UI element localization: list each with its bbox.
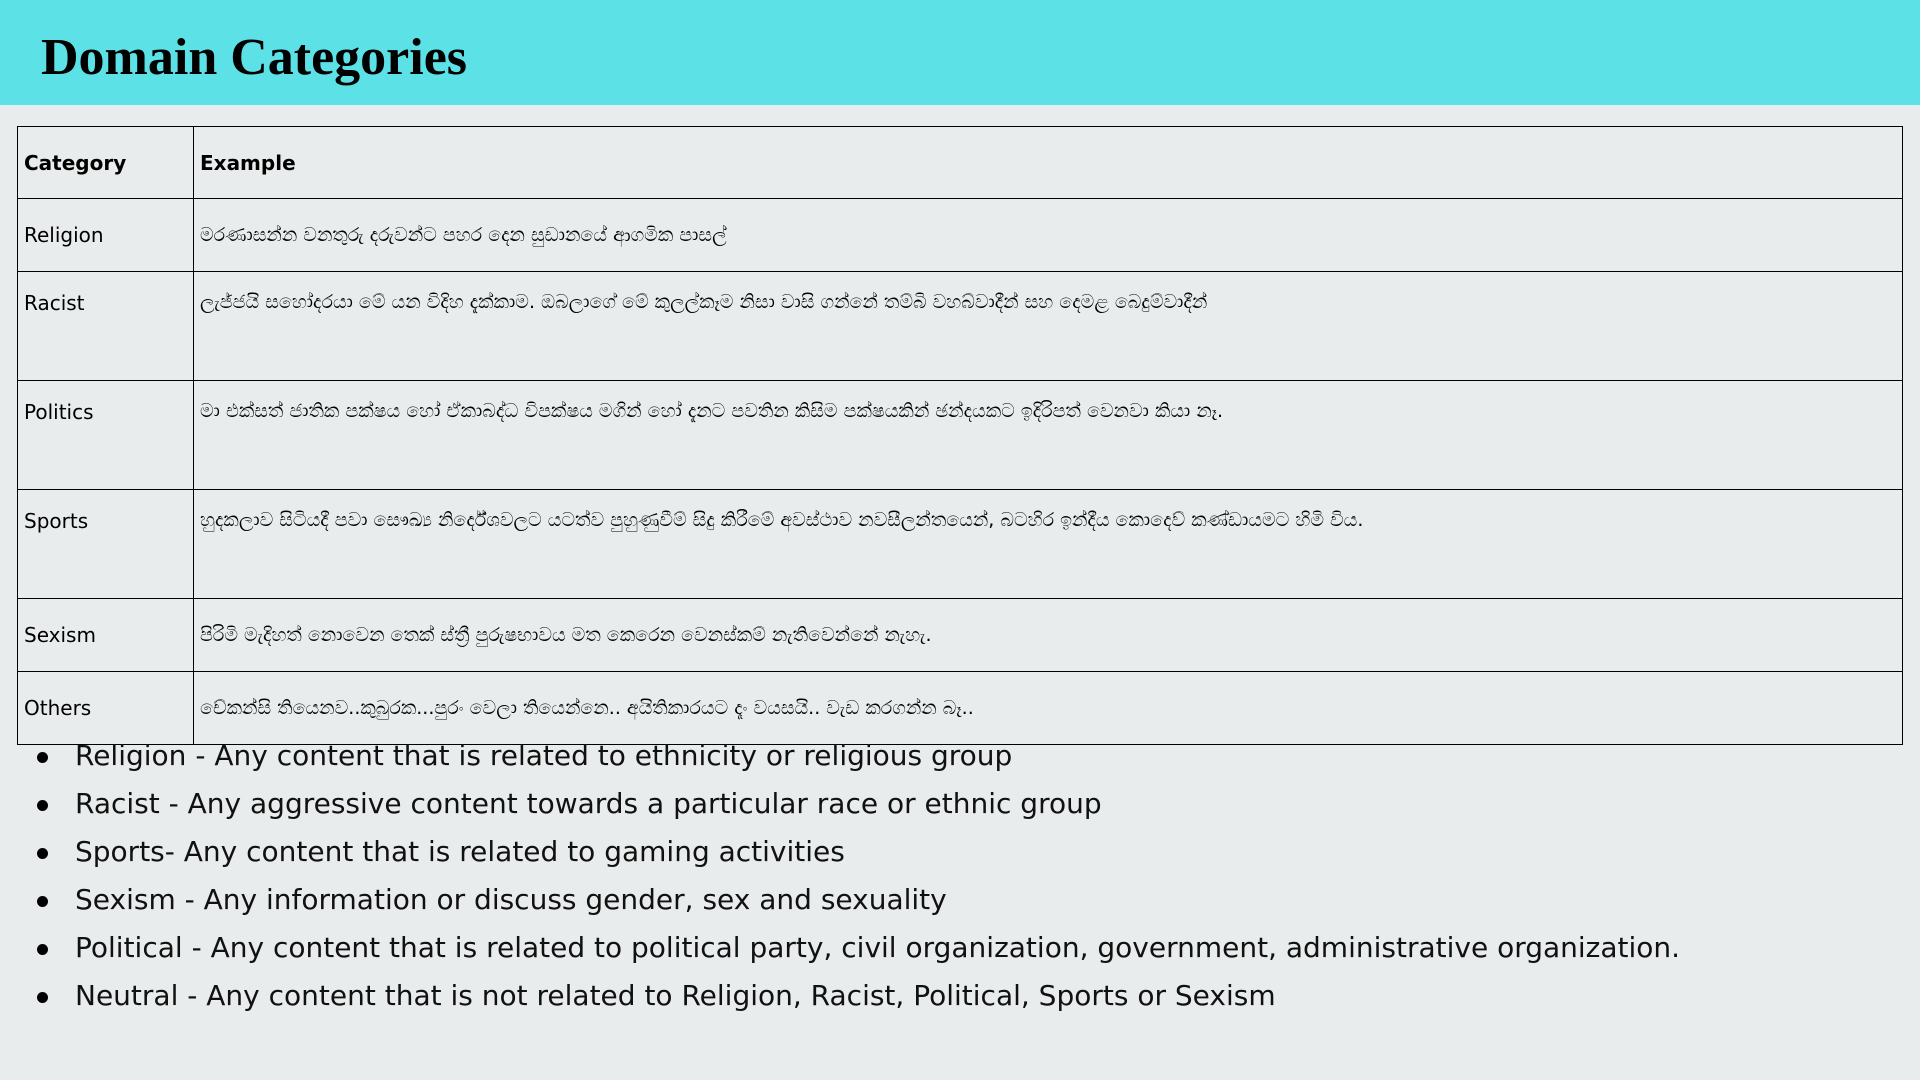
list-item bbox=[31, 878, 1680, 926]
table-header-row bbox=[18, 127, 1903, 199]
column-header-category: Category bbox=[18, 127, 194, 199]
example-cell: චේකන්සි තියෙනව..කුබුරක...පුරං වෙලා තියෙන්නෙ.. අයිතිකාරයට දෑං වයසයි.. වැඩ කරගන්න බෑ.. bbox=[194, 672, 1903, 745]
definition-text: Religion - Any content that is related to ethnicity or religious group bbox=[75, 739, 1013, 772]
table-row-racist bbox=[18, 272, 1903, 381]
list-item bbox=[31, 974, 1680, 1022]
category-cell: Racist bbox=[18, 272, 194, 381]
category-cell: Sports bbox=[18, 490, 194, 599]
category-cell: Politics bbox=[18, 381, 194, 490]
domain-categories-table bbox=[17, 126, 1903, 745]
bullet-icon bbox=[37, 848, 48, 859]
list-item bbox=[31, 782, 1680, 830]
category-cell: Others bbox=[18, 672, 194, 745]
table-row-politics bbox=[18, 381, 1903, 490]
list-item bbox=[31, 830, 1680, 878]
table-row-sexism bbox=[18, 599, 1903, 672]
list-item bbox=[31, 926, 1680, 974]
example-cell: හුදකලාව සිටියදී පවා සෞඛ්‍ය නිර්දේශවලට යටත්ව පුහුණුවීම් සිදු කිරීමේ අවස්ථාව නවසීලන්තයෙන්, බටහිර ඉන්දීය කොදෙව් කණ්ඩායමට හිමි විය. bbox=[194, 490, 1903, 599]
definition-text: Sexism - Any information or discuss gender, sex and sexuality bbox=[75, 883, 947, 916]
category-definitions-list bbox=[31, 734, 1680, 1022]
example-cell: මරණාසන්න වනතුරු දරුවන්ට පහර දෙන සුඩානයේ ආගමික පාසල් bbox=[194, 199, 1903, 272]
example-cell: මා එක්සත් ජාතික පක්ෂය හෝ ඒකාබද්ධ විපක්ෂය මගින් හෝ දැනට පවතින කිසිම පක්ෂයකින් ඡන්දයකට ඉදිරිපත් වෙනවා කියා නෑ. bbox=[194, 381, 1903, 490]
definition-text: Racist - Any aggressive content towards a particular race or ethnic group bbox=[75, 787, 1102, 820]
bullet-icon bbox=[37, 800, 48, 811]
list-item bbox=[31, 734, 1680, 782]
bullet-icon bbox=[37, 896, 48, 907]
category-cell: Religion bbox=[18, 199, 194, 272]
bullet-icon bbox=[37, 992, 48, 1003]
example-cell: පිරිමි මැදිහත් නොවෙන තෙක් ස්ත්‍රී පුරුෂභාවය මත කෙරෙන වෙනස්කම් නැතිවෙන්නේ නැහැ. bbox=[194, 599, 1903, 672]
definition-text: Sports- Any content that is related to gaming activities bbox=[75, 835, 845, 868]
bullet-icon bbox=[37, 752, 48, 763]
table-row-sports bbox=[18, 490, 1903, 599]
example-cell: ලැජ්ජයි සහෝදරයා මේ යන විදිහ දැක්කාම. ඔබලාගේ මේ කුලල්කෑම නිසා වාසි ගන්නේ තම්බි වහබ්වාදීන් සහ දෙමළ බෙදුම්වාදීන් bbox=[194, 272, 1903, 381]
table-row-religion bbox=[18, 199, 1903, 272]
bullet-icon bbox=[37, 944, 48, 955]
column-header-example: Example bbox=[194, 127, 1903, 199]
header-banner bbox=[0, 0, 1920, 105]
definition-text: Neutral - Any content that is not related to Religion, Racist, Political, Sports or Sexism bbox=[75, 979, 1276, 1012]
category-cell: Sexism bbox=[18, 599, 194, 672]
definition-text: Political - Any content that is related to political party, civil organization, government, administrative organization. bbox=[75, 931, 1681, 964]
page-title: Domain Categories bbox=[41, 29, 468, 86]
